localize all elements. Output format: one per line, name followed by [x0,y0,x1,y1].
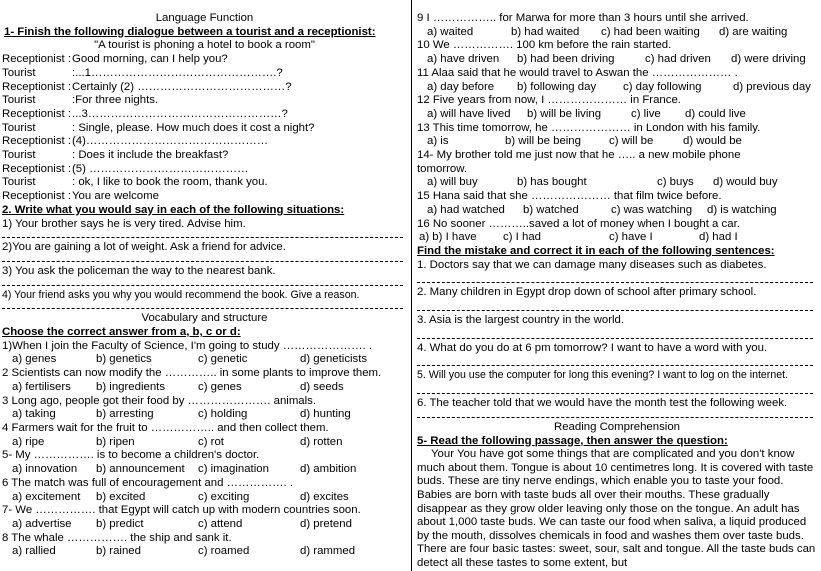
mcq-question: 6 The match was full of encouragement and ……………. . [2,476,294,489]
answer-line[interactable] [2,279,403,286]
mcq-question: 1)When I join the Faculty of Science, I'm going to study …………………. . [2,339,372,352]
mcq-options: a) will buy b) has bought c) buys d) would buy [427,176,778,189]
situation-2: 2)You are gaining a lot of weight. Ask a friend for advice. [2,241,286,254]
mcq-question: 16 No sooner ………..saved a lot of money when I bought a car. [417,217,740,230]
column-divider [411,0,412,571]
left-column [2,0,407,571]
answer-line[interactable] [417,328,813,339]
mcq-question: 14- My brother told me just now that he ….. a new mobile phone [417,149,741,162]
mistake-sentence-3: 3. Asia is the largest country in the world. [417,314,625,327]
q1-subheading: "A tourist is phoning a hotel to book a room" [94,39,315,52]
reading-passage: Your You have got some things that are complicated and you don't know much about them. Tongue is about 10 centimetres long. It is covered with taste buds. These are tiny nerve endings, which enable you to taste your food. Babies are born with taste buds all over their mouths. These gradually disappear as they grow older leaving only those on the tongue. An adult has about 1,000 taste buds. We can taste our food when saliva, a liquid produced by the mouth, dissolves chemicals in food and washes them over taste buds. There are four basic tastes: sweet, sour, salt and tongue. All the taste buds can detect all these tastes to some extent, but [417,448,816,570]
mcq-options: a) waited b) had waited c) had been waiting d) are waiting [427,25,788,38]
mistake-sentence-4: 4. What do you do at 6 pm tomorrow? I want to have a word with you. [417,341,768,354]
mcq-options: a) is b) will be being c) will be d) would be [427,135,742,148]
mcq-options: a) fertilisers b) ingredients c) genes d) seeds [12,380,344,393]
mcq-question: 10 We ……………. 100 km before the rain started. [417,39,672,52]
mcq-question: 5- My ……………. is to become a children's doctor. [2,449,260,462]
answer-line[interactable] [417,300,813,311]
mistake-sentence-2: 2. Many children in Egypt drop down of school after primary school. [417,286,757,299]
dialogue-line: Tourist :For three nights. [2,94,159,107]
mistake-sentence-6: 6. The teacher told that we would have the month test the following week. [417,397,788,410]
dialogue-line: Receptionist : Good morning, can I help you? [2,53,228,66]
mcq-question: 9 I …………….. for Marwa for more than 3 hours until she arrived. [417,12,749,24]
q2-heading: 2. Write what you would say in each of the following situations: [2,203,345,216]
answer-line[interactable] [2,231,403,238]
answer-line[interactable] [417,272,813,283]
choose-heading: Choose the correct answer from a, b, c or d: [2,326,241,339]
dialogue-line: Tourist : Does it include the breakfast? [2,149,229,162]
mcq-options: a) will have lived b) will be living c) live d) could live [427,107,746,120]
mcq-list-continued [417,12,817,245]
mcq-options: a) rallied b) rained c) roamed d) rammed [12,545,356,558]
reading-title: Reading Comprehension [553,420,680,433]
dialogue-line: Receptionist : (5) …………………………………… [2,162,249,175]
q1-heading: 1- Finish the following dialogue between a tourist and a receptionist: [4,25,376,38]
answer-line[interactable] [417,411,813,418]
answer-line[interactable] [2,255,403,262]
dialogue-line: Receptionist : ...3……………………………………………? [2,107,288,120]
situation-3: 3) You ask the policeman the way to the nearest bank. [2,264,276,277]
mcq-list [2,340,407,559]
situation-1: 1) Your brother says he is very tired. Advise him. [2,217,246,230]
mcq-question: 3 Long ago, people got their food by …………………. animals. [2,394,317,407]
mcq-options: a) ripe b) ripen c) rot d) rotten [12,435,343,448]
vocab-title: Vocabulary and structure [141,312,268,325]
mcq-options: a) advertise b) predict c) attend d) pretend [12,517,352,530]
mcq-options: a) excitement b) excited c) exciting d) excites [12,490,349,503]
mcq-question: 7- We ……………. that Egypt will catch up with modern countries soon. [2,504,361,517]
dialogue-line: Tourist :...1………………………………………….? [2,66,283,79]
dialogue-line: Receptionist : You are welcome [2,190,159,203]
mcq-question: 13 This time tomorrow, he ………………… in London with his family. [417,121,761,134]
mcq-question: 15 Hana said that she ………………… that film twice before. [417,190,722,203]
mcq-options: a) innovation b) announcement c) imagination d) ambition [12,463,357,476]
mcq-question: 2 Scientists can now modify the ………….. in some plants to improve them. [2,367,382,380]
language-function-title: Language Function [155,12,254,24]
dialogue-line: Tourist : Single, please. How much does it cost a night? [2,121,315,134]
answer-line[interactable] [417,355,813,366]
mcq-question: 11 Alaa said that he would travel to Aswan the ………………… . [417,66,738,79]
q5-heading: 5- Read the following passage, then answer the question: [417,434,728,447]
mcq-options: a) b) I have c) I had c) have I d) had I [419,231,738,244]
mcq-question: 12 Five years from now, I ………………… in France. [417,94,681,107]
mcq-question-continued: tomorrow. [417,162,468,175]
mcq-options: a) genes b) genetics c) genetic d) geneticists [12,353,368,366]
dialogue [2,53,407,204]
answer-line[interactable] [417,383,813,394]
mcq-question: 8 The whale ……………. the ship and sank it. [2,531,232,544]
mcq-question: 4 Farmers wait for the fruit to …………….. and then collect them. [2,421,329,434]
mcq-options: a) day before b) following day c) day following d) previous day [427,80,811,93]
mistake-sentence-1: 1. Doctors say that we can damage many diseases such as diabetes. [417,258,767,271]
mistake-sentence-5: 5. Will you use the computer for long this evening? I want to log on the internet. [417,369,788,382]
mistake-heading: Find the mistake and correct it in each of the following sentences: [417,244,775,257]
dialogue-line: Receptionist : Certainly (2) …………………………………? [2,80,292,93]
dialogue-line: Receptionist : (4)………………………………………… [2,135,269,148]
dialogue-line: Tourist : ok, I like to book the room, thank you. [2,176,268,189]
right-column [417,0,817,571]
mcq-options: a) had watched b) watched c) was watching d) is watching [427,203,777,216]
mcq-options: a) have driven b) had been driving c) had driven d) were driving [427,53,806,66]
mcq-options: a) taking b) arresting c) holding d) hunting [12,408,351,421]
situation-4: 4) Your friend asks you why you would recommend the book. Give a reason. [2,288,360,301]
answer-line[interactable] [2,302,403,309]
